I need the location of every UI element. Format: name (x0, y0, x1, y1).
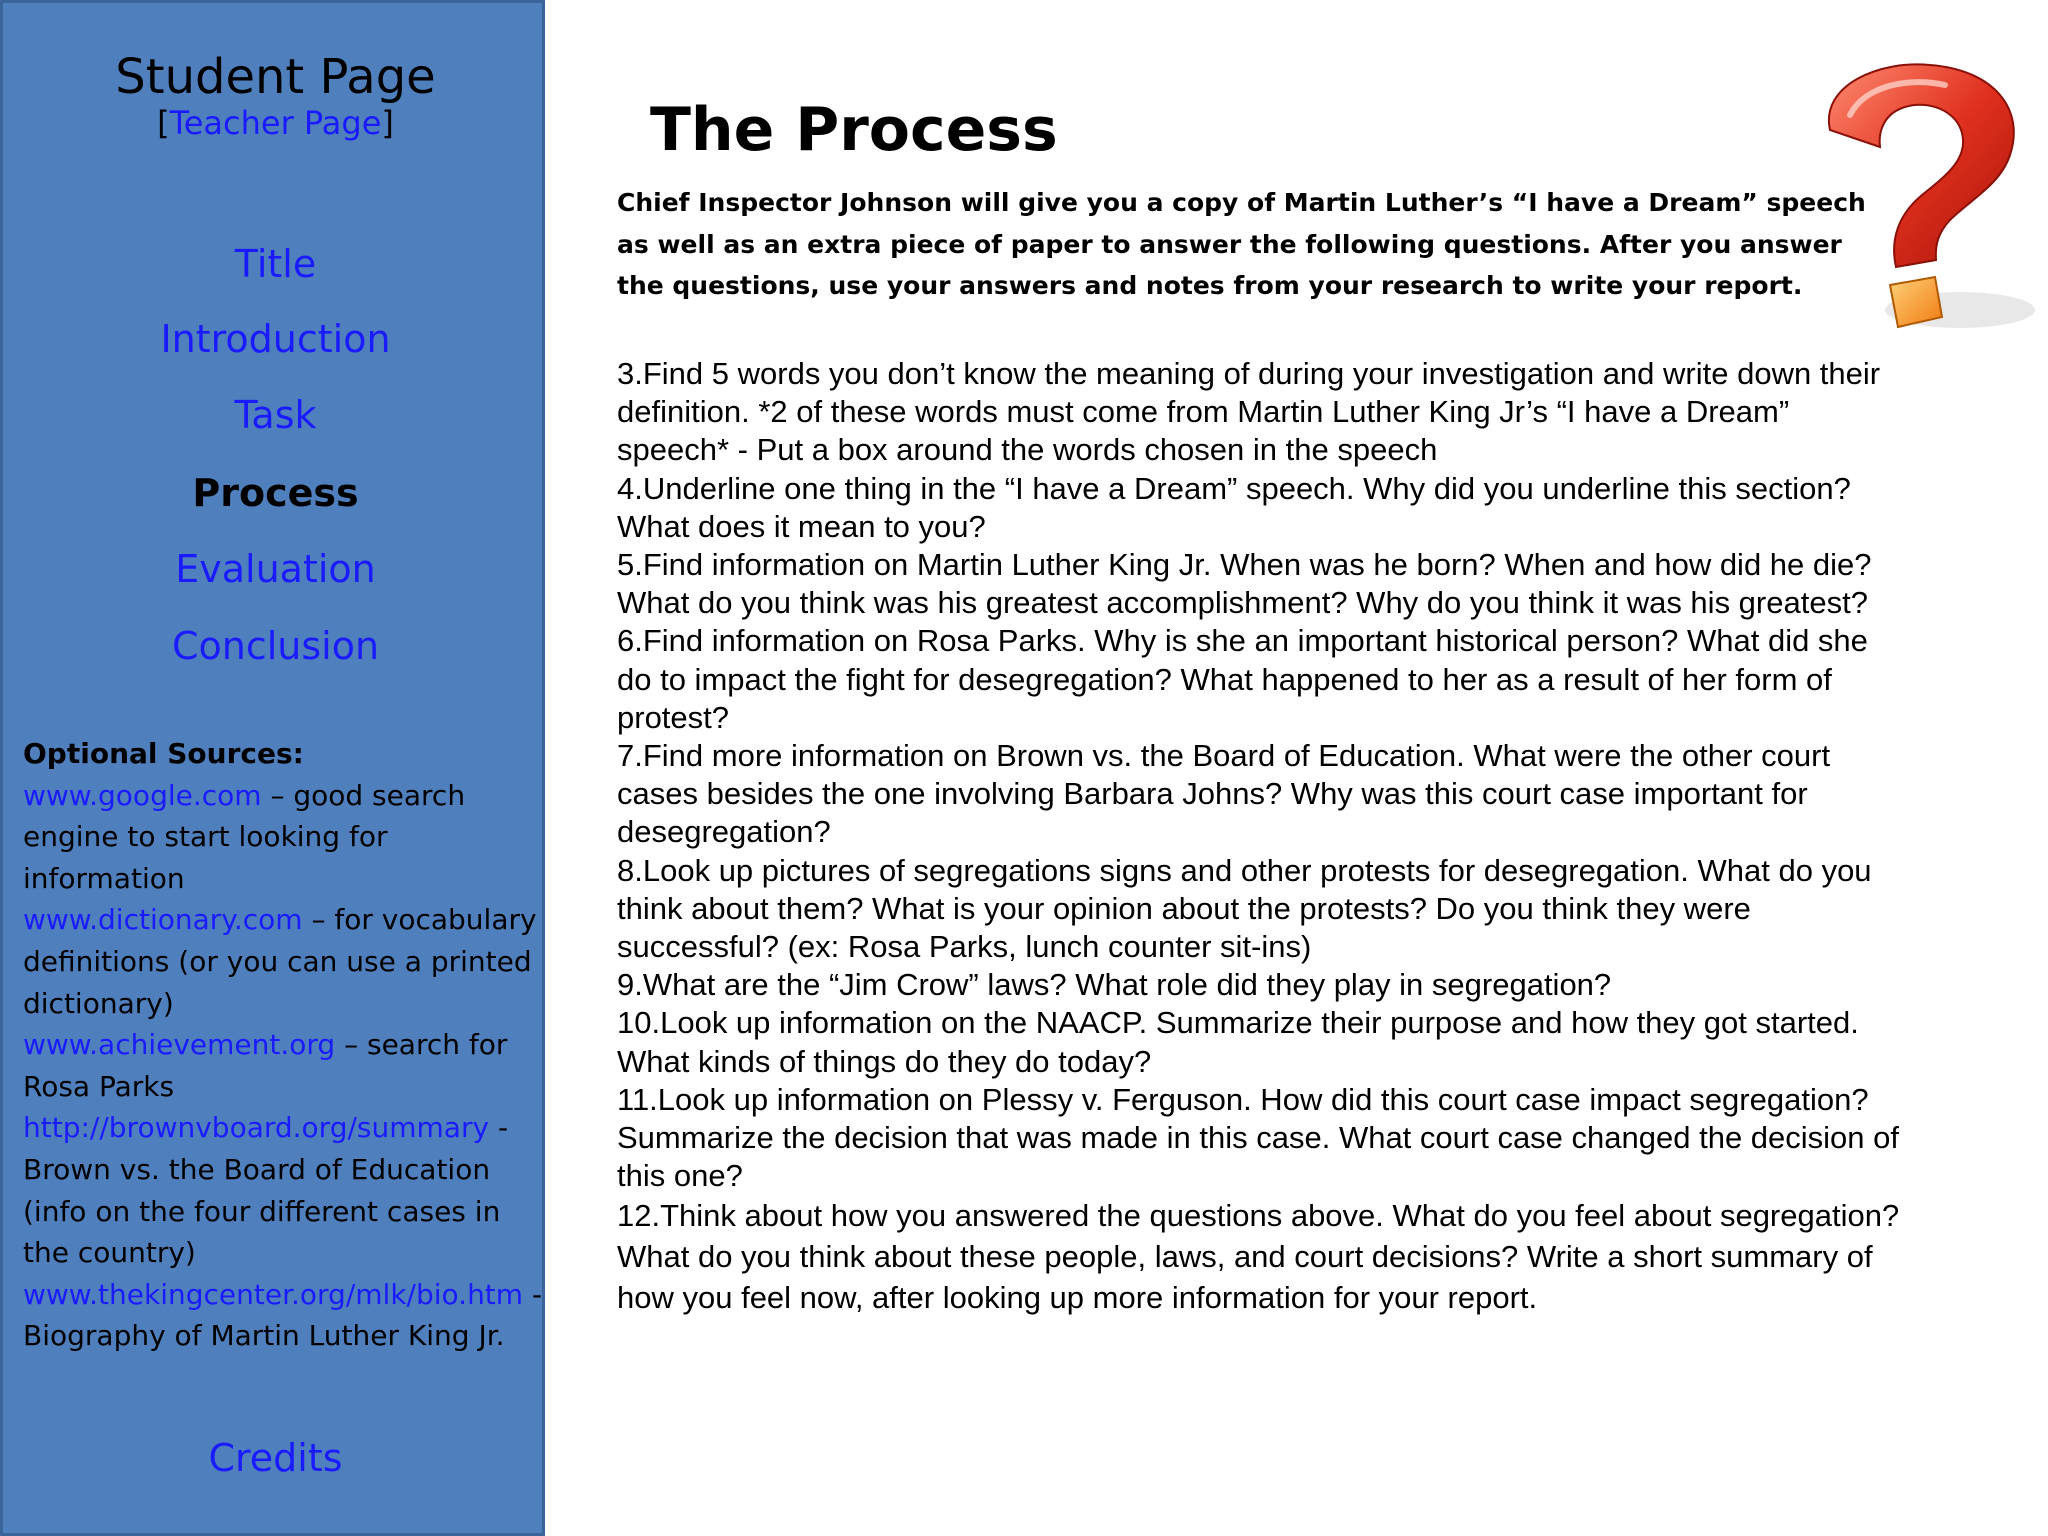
question-10: 10.Look up information on the NAACP. Summarize their purpose and how they got started. What kinds of things do they do today? (617, 1005, 1859, 1079)
nav-introduction[interactable]: Introduction (160, 317, 391, 361)
sidebar (0, 0, 545, 1536)
source-item (23, 1024, 543, 1107)
nav-title[interactable]: Title (234, 242, 317, 286)
source-item (23, 1274, 543, 1357)
question-12: 12.Think about how you answered the questions above. What do you feel about segregation? What do you think about these people, laws, and court decisions? Write a short summary of how you feel now, after looking up more information for your report. (617, 1198, 1900, 1316)
source-link-brownvboard[interactable]: http://brownvboard.org/summary (23, 1111, 490, 1145)
question-5: 5.Find information on Martin Luther King Jr. When was he born? When and how did he die? What do you think was his greatest accomplishment? Why do you think it was his greatest? (617, 547, 1872, 621)
source-desc: – good search engine to start looking for information (23, 778, 466, 895)
main-title: The Process (650, 95, 1058, 165)
source-item (23, 775, 543, 900)
source-desc: - Biography of Martin Luther King Jr. (23, 1277, 543, 1353)
teacher-page-link[interactable]: Teacher Page (169, 104, 382, 142)
intro-paragraph: Chief Inspector Johnson will give you a copy of Martin Luther’s “I have a Dream” speech as well as an extra piece of paper to answer the following questions. After you answer the questions, use your answers and notes from your research to write your report. (617, 188, 1866, 300)
nav-credits[interactable]: Credits (208, 1436, 343, 1480)
nav-process: Process (192, 471, 359, 515)
question-9: 9.What are the “Jim Crow” laws? What role did they play in segregation? (617, 967, 1612, 1003)
source-desc: – search for Rosa Parks (23, 1028, 508, 1103)
source-desc: – for vocabulary definitions (or you can use a printed dictionary) (23, 903, 537, 1020)
question-8: 8.Look up pictures of segregations signs and other protests for desegregation. What do you think about them? What is your opinion about the protests? Do you think they were successful? (ex: Rosa Parks, lunch counter sit-ins) (617, 852, 1872, 965)
source-link-achievement[interactable]: www.achievement.org (23, 1028, 336, 1062)
nav-task[interactable]: Task (234, 393, 317, 437)
optional-sources (23, 733, 543, 1357)
nav-conclusion[interactable]: Conclusion (171, 624, 380, 668)
sources-heading: Optional Sources: (23, 737, 304, 770)
questions-list (617, 355, 1907, 1318)
bracket-close: ] (381, 104, 394, 142)
question-4: 4.Underline one thing in the “I have a Dream” speech. Why did you underline this section? What does it mean to you? (617, 470, 1851, 544)
question-6: 6.Find information on Rosa Parks. Why is she an important historical person? What did she do to impact the fight for desegregation? What happened to her as a result of her form of protest? (617, 623, 1868, 735)
bracket-open: [ (157, 104, 170, 142)
source-item (23, 899, 543, 1024)
source-item (23, 1107, 543, 1273)
source-link-dictionary[interactable]: www.dictionary.com (23, 903, 303, 937)
teacher-page-link-wrapper (3, 103, 548, 143)
nav-evaluation[interactable]: Evaluation (175, 547, 376, 591)
question-7: 7.Find more information on Brown vs. the Board of Education. What were the other court cases besides the one involving Barbara Johns? Why was this court case important for desegregation? (617, 738, 1831, 850)
page-title: Student Page (115, 49, 436, 105)
source-link-kingcenter[interactable]: www.thekingcenter.org/mlk/bio.htm (23, 1277, 524, 1311)
question-3: 3.Find 5 words you don’t know the meaning of during your investigation and write down their definition. *2 of these words must come from Martin Luther King Jr’s “I have a Dream” speech* - Put a box around the words chosen in the speech (617, 356, 1881, 468)
source-desc: - Brown vs. the Board of Education (info on the four different cases in the country) (23, 1111, 509, 1270)
question-11: 11.Look up information on Plessy v. Ferguson. How did this court case impact segregation? Summarize the decision that was made in this case. What court case changed the decision of this one? (617, 1081, 1900, 1194)
source-link-google[interactable]: www.google.com (23, 778, 262, 812)
